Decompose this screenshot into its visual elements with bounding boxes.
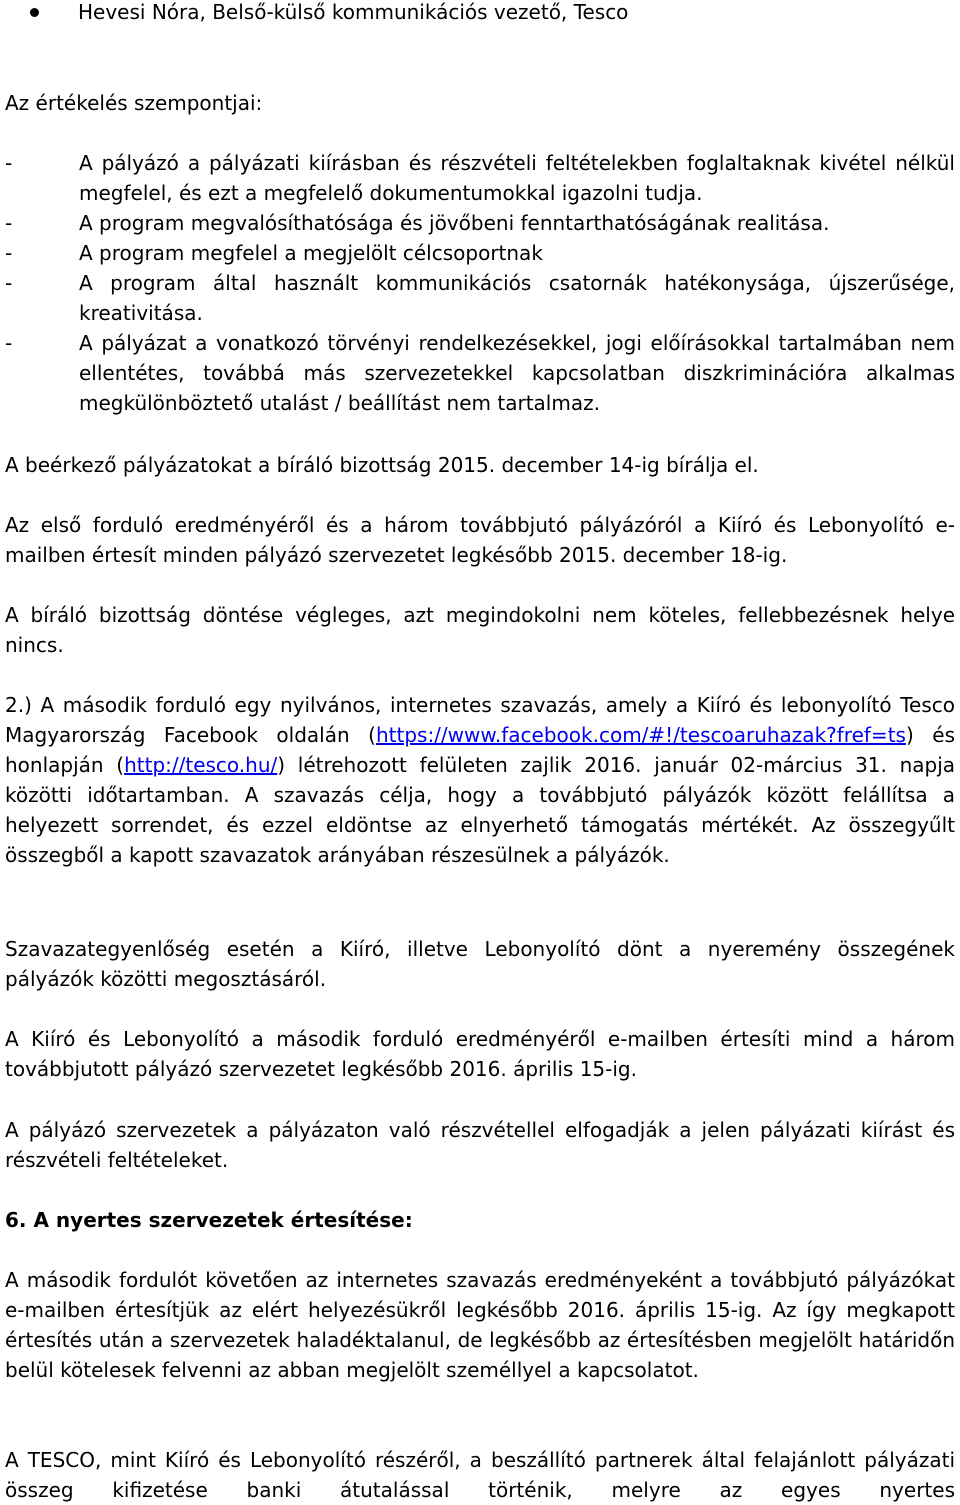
criteria-item: - A program megvalósíthatósága és jövőbeni fenntarthatóságának realitása. xyxy=(5,211,830,235)
paragraph: A második fordulót követően az internetes szavazás eredményeként a továbbjutó pályázókat e-mailben értesítjük az elért helyezésükről legkésőbb 2016. április 15-ig. Az így megkapott értesítés után a szervezetek haladéktalanul, de legkésőbb az értesítésben megjelölt határidőn belül kötelesek felvenni az abban megjelölt személlyel a kapcsolatot. xyxy=(5,1268,955,1382)
section-heading: 6. A nyertes szervezetek értesítése: xyxy=(5,1208,413,1232)
paragraph: A pályázó szervezetek a pályázaton való részvétellel elfogadják a jelen pályázati kiírást és részvételi feltételeket. xyxy=(5,1118,955,1172)
paragraph: Az első forduló eredményéről és a három továbbjutó pályázóról a Kiíró és Lebonyolító e-mailben értesít minden pályázó szervezetet legkésőbb 2015. december 18-ig. xyxy=(5,513,955,567)
bullet-dot-icon xyxy=(30,8,39,17)
paragraph: Szavazategyenlőség esetén a Kiíró, illetve Lebonyolító dönt a nyeremény összegének pályázók közötti megosztásáról. xyxy=(5,937,955,991)
paragraph-second-round: 2.) A második forduló egy nyilvános, internetes szavazás, amely a Kiíró és lebonyolító Tesco Magyarország Facebook oldalán (https://www.facebook.com/#!/tescoaruhazak?fref=ts) és honlapján (http://tesco.hu/) létrehozott felületen zajlik 2016. január 02-március 31. napja közötti időtartamban. A szavazás célja, hogy a továbbjutó pályázók között felállítsa a helyezett sorrendet, és ezzel eldöntse az elnyerhető támogatás mértékét. Az összegyűlt összegből a kapott szavazatok arányában részesülnek a pályázók. xyxy=(5,693,956,867)
paragraph: A Kiíró és Lebonyolító a második forduló eredményéről e-mailben értesíti mind a három továbbjutott pályázó szervezetet legkésőbb 2016. április 15-ig. xyxy=(5,1027,955,1081)
facebook-link[interactable]: https://www.facebook.com/#!/tescoaruhazak?fref=ts xyxy=(375,723,906,747)
paragraph: A TESCO, mint Kiíró és Lebonyolító részéről, a beszállító partnerek által felajánlott pályázati összeg kifizetése banki átutalással történik, melyre az egyes nyertes xyxy=(5,1448,955,1502)
criteria-item: - A program megfelel a megjelölt célcsoportnak xyxy=(5,241,543,265)
criteria-item: - A pályázat a vonatkozó törvényi rendelkezésekkel, jogi előírásokkal tartalmában nem ellentétes, továbbá más szervezetekkel kapcsolatban diszkriminációra alkalmas megkülönböztető utalást / beállítást nem tartalmaz. xyxy=(5,331,955,415)
tesco-homepage-link[interactable]: http://tesco.hu/ xyxy=(124,753,278,777)
criteria-item: - A program által használt kommunikációs csatornák hatékonysága, újszerűsége, kreativitása. xyxy=(5,271,955,325)
criteria-heading: Az értékelés szempontjai: xyxy=(5,91,263,115)
paragraph: A beérkező pályázatokat a bíráló bizottság 2015. december 14-ig bírálja el. xyxy=(5,453,759,477)
paragraph: A bíráló bizottság döntése végleges, azt megindokolni nem köteles, fellebbezésnek helye nincs. xyxy=(5,603,955,657)
criteria-item: - A pályázó a pályázati kiírásban és részvételi feltételekben foglaltaknak kivétel nélkül megfelel, és ezt a megfelelő dokumentumokkal igazolni tudja. xyxy=(5,151,955,205)
criteria-list xyxy=(5,148,955,418)
bullet-text: Hevesi Nóra, Belső-külső kommunikációs vezető, Tesco xyxy=(78,0,629,24)
